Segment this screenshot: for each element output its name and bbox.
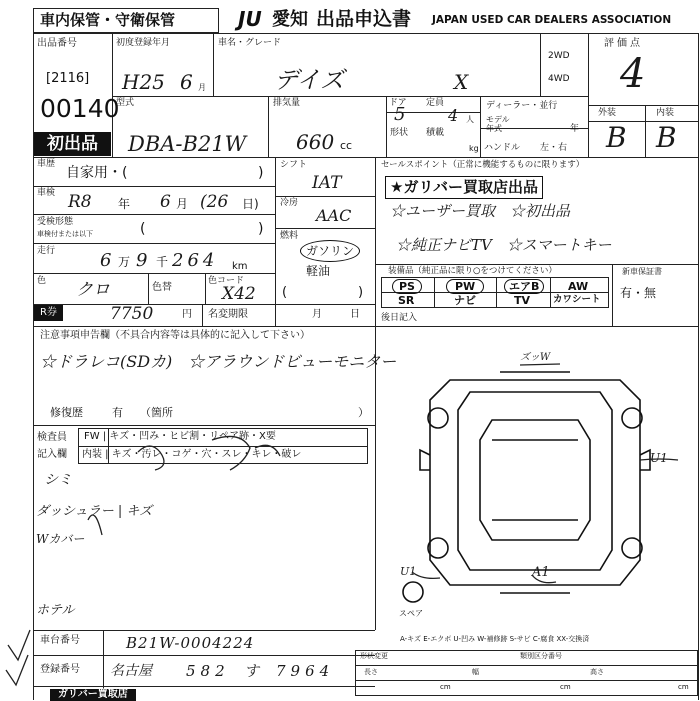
model-label: モデル	[486, 115, 510, 124]
inspection-year-unit: 年	[118, 197, 131, 211]
damage-legend: A-キズ E-エクボ U-凹み W-補修跡 S-サビ C-腐食 XX-交換済	[400, 635, 590, 643]
capacity-value: 4	[448, 106, 459, 125]
line	[112, 96, 588, 97]
shift-label: シフト	[280, 160, 308, 170]
ac-value: AAC	[316, 206, 352, 225]
transfer-label: 名変期限	[208, 309, 248, 320]
inspection-era: R8	[68, 192, 92, 212]
mirror-right	[640, 450, 650, 470]
line	[480, 96, 481, 157]
line	[213, 33, 214, 96]
door-label: ドア	[389, 98, 407, 108]
model-grade: X	[454, 70, 469, 94]
displacement-unit: cc	[340, 139, 353, 152]
shift-value: IAT	[312, 173, 342, 193]
line	[33, 273, 275, 274]
inspection-day: (26	[200, 192, 229, 212]
usage-value: 自家用・(	[66, 165, 128, 181]
repair-label: 修復歴	[50, 406, 83, 419]
repair-part: （箇所	[140, 406, 173, 419]
line	[268, 96, 269, 157]
lot-code: [2116]	[46, 71, 90, 86]
footer-label: ガリバー買取店	[50, 689, 136, 701]
registration-month-unit: 月	[198, 83, 206, 92]
selling-line-1: ☆ユーザー買取 ☆初出品	[390, 202, 571, 220]
mileage-man-unit: 万	[118, 255, 131, 269]
class-number-label: 類別区分番号	[520, 652, 562, 660]
line	[33, 214, 275, 215]
first-listing-badge: 初出品	[34, 132, 111, 156]
equipment-navi: ナビ	[454, 294, 476, 307]
color-code: X42	[222, 284, 256, 304]
height-label: 高さ	[590, 668, 604, 676]
line	[78, 446, 368, 447]
equipment-pw: PW	[446, 279, 484, 294]
displacement-label: 排気量	[273, 98, 301, 108]
fuel-diesel: 軽油	[306, 264, 331, 278]
recycle-unit: 円	[182, 309, 192, 320]
form-subtitle: JAPAN USED CAR DEALERS ASSOCIATION	[432, 14, 672, 26]
chassis-label: 車台番号	[40, 635, 80, 646]
reception-label: 受検形態	[37, 217, 74, 227]
handle-options: 左・右	[540, 143, 568, 153]
recycle-value: 7750	[110, 304, 154, 324]
usage-close: )	[258, 165, 264, 181]
line	[202, 304, 203, 326]
line	[645, 105, 646, 157]
inspection-month: 6	[160, 192, 171, 212]
line	[275, 228, 375, 229]
line	[540, 33, 541, 96]
equipment-airbag: エアB	[504, 279, 544, 294]
handwritten-note-2: ダッシュラー | キズ	[36, 504, 153, 519]
fuel-close: )	[358, 285, 364, 300]
recycle-label: R券	[34, 305, 63, 321]
inspection-label: 車検	[37, 188, 56, 198]
line	[33, 243, 275, 244]
model-year-unit: 年	[570, 124, 580, 134]
fuel-open: (	[282, 285, 288, 300]
equipment-sr: SR	[398, 294, 415, 307]
line	[588, 105, 698, 106]
handle-label: ハンドル	[484, 143, 521, 153]
repair-value: 有	[112, 406, 123, 419]
reception-note: 車検付または以下	[37, 230, 93, 238]
model-name-label: 車名・グレード	[218, 38, 282, 48]
line	[355, 665, 698, 666]
capacity-label: 定員	[426, 98, 445, 108]
line	[33, 157, 698, 158]
spare-label: スペア	[399, 609, 423, 618]
line	[588, 121, 698, 122]
equipment-ps: PS	[392, 279, 422, 294]
length-label: 長さ	[364, 668, 378, 676]
line	[550, 277, 551, 308]
equipment-kawa: カワシート	[553, 294, 601, 305]
color-value: クロ	[76, 280, 110, 300]
line	[275, 157, 276, 327]
line	[33, 326, 698, 327]
chassis-value: B21W-0004224	[126, 634, 255, 652]
mileage-man: 6	[100, 250, 112, 271]
storage-label: 車内保管・守衛保管	[40, 11, 176, 29]
mileage-sen-unit: 千	[156, 255, 169, 269]
line	[434, 277, 435, 308]
mileage-label: 走行	[37, 246, 56, 256]
registration-year: H25	[122, 70, 165, 94]
plate-kana: す	[244, 662, 260, 680]
selling-line-2: ☆純正ナビTV ☆スマートキー	[396, 236, 612, 254]
inspection-month-unit: 月	[176, 197, 189, 211]
usage-label: 車歴	[37, 159, 56, 169]
line	[275, 196, 375, 197]
line	[33, 33, 698, 34]
fuel-label: 燃料	[280, 231, 299, 241]
plate-label: 登録番号	[40, 664, 80, 675]
model-type: DBA-B21W	[128, 132, 247, 156]
wheel-front-right	[622, 408, 642, 428]
int-grade: B	[656, 121, 677, 154]
diagram-right-mark: U1	[650, 451, 668, 465]
line	[33, 425, 375, 426]
model-year-label: 年式	[486, 124, 502, 133]
int-label: 内装	[656, 108, 675, 118]
height-unit: cm	[678, 683, 689, 691]
diagram-left-mark: U1	[400, 565, 417, 578]
diagram-top-mark: ズッW	[520, 352, 551, 363]
handwritten-note-3: Wカバー	[36, 532, 85, 546]
org-name: 愛知	[272, 9, 308, 30]
newcar-label: 新車保証書	[622, 267, 662, 276]
score-label: 評価点	[604, 38, 643, 49]
color-change-label: 色替	[152, 282, 172, 293]
after-entry-label: 後日記入	[381, 313, 418, 323]
registration-label: 初度登録年月	[116, 38, 171, 48]
mileage-rest: 264	[172, 250, 219, 271]
lot-label: 出品番号	[37, 38, 77, 49]
line	[496, 277, 497, 308]
shape-label: 形状	[390, 128, 409, 138]
fuel-gas-circled: ガソリン	[300, 240, 360, 262]
line	[148, 273, 149, 304]
drive-2wd: 2WD	[548, 51, 570, 61]
equipment-aw: AW	[568, 280, 589, 293]
plate-number: 7964	[276, 662, 335, 680]
line	[33, 186, 275, 187]
handwritten-note-1: シミ	[44, 472, 72, 488]
ext-grade: B	[606, 121, 627, 154]
inspector-label-2: 記入欄	[37, 449, 67, 460]
line	[375, 157, 376, 327]
lot-number: 00140	[40, 94, 120, 123]
transfer-day: 日	[350, 309, 360, 320]
plate-area: 名古屋	[110, 663, 152, 679]
inspector-label-1: 検査員	[37, 432, 67, 443]
score-value: 4	[620, 51, 646, 97]
inspector-row-1: FW | キズ・凹み・ヒビ割・リペア跡・X要	[84, 431, 276, 442]
line	[698, 33, 699, 700]
line	[205, 273, 206, 304]
load-unit: kg	[469, 144, 479, 153]
color-label: 色	[37, 276, 47, 286]
transfer-month: 月	[312, 309, 322, 320]
line	[612, 264, 613, 326]
newcar-options: 有・無	[620, 286, 657, 300]
model-type-label: 型式	[116, 98, 135, 108]
model-name: デイズ	[274, 66, 345, 94]
ext-label: 外装	[598, 108, 617, 118]
plate-class: 582	[186, 662, 230, 680]
displacement-value: 660	[296, 130, 335, 154]
reception-open: (	[140, 221, 146, 237]
capacity-unit: 人	[466, 115, 474, 124]
notes-text: ☆ドラレコ(SDカ) ☆アラウンドビューモニター	[40, 352, 397, 371]
diagram-bottom-mark: A1	[532, 565, 550, 580]
line	[588, 33, 589, 157]
inspection-day-unit: 日)	[242, 197, 259, 211]
notes-label: 注意事項申告欄（不具合内容等は具体的に記入して下さい）	[40, 330, 310, 341]
registration-month: 6	[180, 70, 193, 94]
selling-banner: ★ガリバー買取店出品	[385, 176, 543, 199]
mileage-sen: 9	[136, 250, 148, 271]
equipment-label: 装備品（純正品に限り○をつけてください）	[388, 266, 557, 276]
reception-close: )	[258, 221, 264, 237]
line	[386, 96, 387, 157]
shape-change-label: 形状変更	[360, 652, 388, 660]
wheel-rear-right	[622, 538, 642, 558]
ac-label: 冷房	[280, 198, 299, 208]
repair-close: ）	[358, 406, 369, 419]
line	[33, 304, 375, 305]
drive-4wd: 4WD	[548, 74, 570, 84]
load-label: 積載	[426, 128, 445, 138]
line	[33, 655, 375, 656]
length-unit: cm	[440, 683, 451, 691]
inspector-row-2: 内装 | キズ・汚レ・コゲ・穴・スレ・キレ・破レ	[82, 449, 302, 460]
line	[355, 680, 698, 681]
form-title: 出品申込書	[316, 8, 412, 30]
mileage-unit: km	[232, 261, 248, 272]
line	[33, 630, 375, 631]
line	[33, 686, 375, 687]
selling-label: セールスポイント（正常に機能するものに限ります）	[381, 160, 585, 170]
equipment-tv: TV	[514, 294, 531, 307]
width-label: 幅	[472, 668, 479, 676]
line	[375, 264, 698, 265]
ju-logo: JU	[238, 7, 262, 31]
width-unit: cm	[560, 683, 571, 691]
handwritten-note-4: ホテル	[36, 603, 75, 618]
door-value: 5	[394, 104, 406, 125]
color-code-label: 色コード	[208, 276, 245, 286]
dealer-label: ディーラー・並行	[486, 101, 558, 111]
